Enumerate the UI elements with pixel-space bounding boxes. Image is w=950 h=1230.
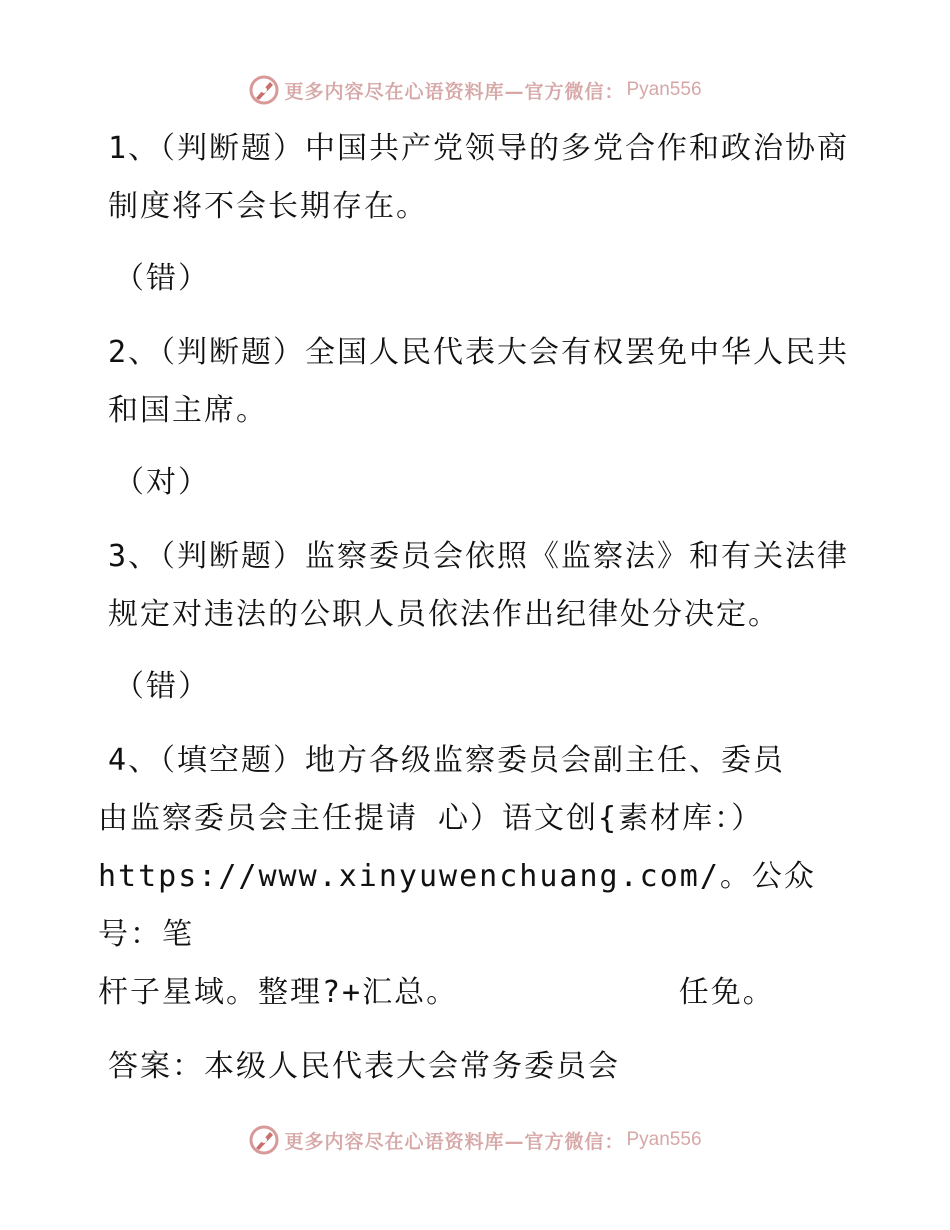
footer-watermark xyxy=(0,1120,950,1160)
question-3: 3、（判断题）监察委员会依照《监察法》和有关法律规定对违法的公职人员依法作出纪律处分决定。 xyxy=(108,539,850,632)
question-1: 1、（判断题）中国共产党领导的多党合作和政治协商制度将不会长期存在。 xyxy=(108,131,850,224)
document-body xyxy=(98,120,858,1096)
pen-logo-icon xyxy=(248,1124,280,1156)
question-4-line-4: 杆子星域。整理?+汇总。 任免。 xyxy=(98,975,775,1010)
pen-logo-icon xyxy=(248,74,280,106)
answer-4: 答案：本级人民代表大会常务委员会 xyxy=(108,1049,620,1084)
answer-3: （错） xyxy=(114,669,210,704)
answer-2: （对） xyxy=(114,465,210,500)
question-4-line-2: 由监察委员会主任提请 心）语文创{素材库：） xyxy=(98,801,764,836)
watermark-text: 更多内容尽在心语资料库—官方微信： xyxy=(284,80,625,103)
question-4 xyxy=(98,732,858,1022)
question-2: 2、（判断题）全国人民代表大会有权罢免中华人民共和国主席。 xyxy=(108,335,850,428)
header-watermark xyxy=(0,70,950,110)
watermark-wechat-id: Pyan556 xyxy=(626,79,702,100)
answer-1: （错） xyxy=(114,261,210,296)
question-4-line-3: https://www.xinyuwenchuang.com/。公众号：笔 xyxy=(98,859,816,952)
watermark-wechat-id: Pyan556 xyxy=(626,1129,702,1150)
watermark-text: 更多内容尽在心语资料库—官方微信： xyxy=(284,1130,625,1153)
question-4-line-1: 4、（填空题）地方各级监察委员会副主任、委员 xyxy=(108,743,786,778)
